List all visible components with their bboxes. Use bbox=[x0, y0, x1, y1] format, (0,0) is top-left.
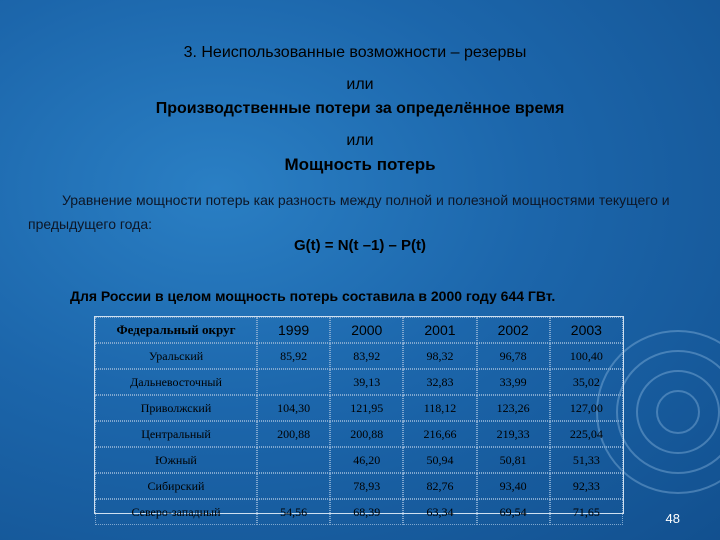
table-cell: 83,92 bbox=[330, 343, 403, 369]
formula: G(t) = N(t –1) – P(t) bbox=[293, 237, 427, 254]
heading-line-2: Производственные потери за определённое время bbox=[155, 100, 565, 117]
heading-or-1: или bbox=[346, 76, 374, 93]
table-cell: 32,83 bbox=[403, 369, 476, 395]
table-cell: 123,26 bbox=[477, 395, 550, 421]
column-header: 2001 bbox=[403, 317, 476, 343]
table-cell: 50,81 bbox=[477, 447, 550, 473]
table-cell: 33,99 bbox=[477, 369, 550, 395]
column-header: 2000 bbox=[330, 317, 403, 343]
column-header: 2003 bbox=[550, 317, 623, 343]
heading-line-1: 3. Неиспользованные возможности – резервы bbox=[183, 44, 527, 61]
table-row bbox=[95, 343, 623, 369]
table-cell: 46,20 bbox=[330, 447, 403, 473]
table-cell: 71,65 bbox=[550, 499, 623, 525]
russia-summary: Для России в целом мощность потерь составила в 2000 году 644 ГВт. bbox=[70, 288, 556, 304]
ripple-decoration bbox=[656, 390, 700, 434]
table-row bbox=[95, 395, 623, 421]
table-cell: Приволжский bbox=[95, 395, 257, 421]
table-cell: 51,33 bbox=[550, 447, 623, 473]
table-cell: 200,88 bbox=[257, 421, 330, 447]
table-row bbox=[95, 447, 623, 473]
table-row bbox=[95, 421, 623, 447]
table-cell: 121,95 bbox=[330, 395, 403, 421]
table-cell: 104,30 bbox=[257, 395, 330, 421]
table-cell: 93,40 bbox=[477, 473, 550, 499]
table-header-row bbox=[95, 317, 623, 343]
table-cell: 82,76 bbox=[403, 473, 476, 499]
table-cell: 96,78 bbox=[477, 343, 550, 369]
table-cell: 63,34 bbox=[403, 499, 476, 525]
equation-description: Уравнение мощности потерь как разность между полной и полезной мощностями текущего и предыдущего года: bbox=[28, 192, 670, 232]
table-cell: 100,40 bbox=[550, 343, 623, 369]
table-cell: 69,54 bbox=[477, 499, 550, 525]
table-cell: Уральский bbox=[95, 343, 257, 369]
table-cell bbox=[257, 369, 330, 395]
table-cell: 39,13 bbox=[330, 369, 403, 395]
table-cell: Центральный bbox=[95, 421, 257, 447]
column-header: Федеральный округ bbox=[95, 317, 257, 343]
table-row bbox=[95, 369, 623, 395]
heading-line-3: Мощность потерь bbox=[284, 155, 436, 174]
page-number: 48 bbox=[665, 511, 680, 526]
table-row bbox=[95, 499, 623, 525]
table-cell: 78,93 bbox=[330, 473, 403, 499]
table-cell: 127,00 bbox=[550, 395, 623, 421]
table-cell: 35,02 bbox=[550, 369, 623, 395]
table-cell: 50,94 bbox=[403, 447, 476, 473]
table-cell: 200,88 bbox=[330, 421, 403, 447]
column-header: 2002 bbox=[477, 317, 550, 343]
table-cell: Дальневосточный bbox=[95, 369, 257, 395]
column-header: 1999 bbox=[257, 317, 330, 343]
table-cell bbox=[257, 473, 330, 499]
table-row bbox=[95, 473, 623, 499]
table-cell: 85,92 bbox=[257, 343, 330, 369]
table-cell: Южный bbox=[95, 447, 257, 473]
table-cell: 68,39 bbox=[330, 499, 403, 525]
table-cell: 98,32 bbox=[403, 343, 476, 369]
table-cell: Северо-западный bbox=[95, 499, 257, 525]
heading-or-2: или bbox=[346, 132, 374, 149]
table-cell: 118,12 bbox=[403, 395, 476, 421]
table-cell: Сибирский bbox=[95, 473, 257, 499]
table-cell: 92,33 bbox=[550, 473, 623, 499]
table-cell: 54,56 bbox=[257, 499, 330, 525]
loss-power-table bbox=[94, 316, 624, 519]
table-cell: 225,04 bbox=[550, 421, 623, 447]
table-cell bbox=[257, 447, 330, 473]
table-cell: 216,66 bbox=[403, 421, 476, 447]
table-cell: 219,33 bbox=[477, 421, 550, 447]
